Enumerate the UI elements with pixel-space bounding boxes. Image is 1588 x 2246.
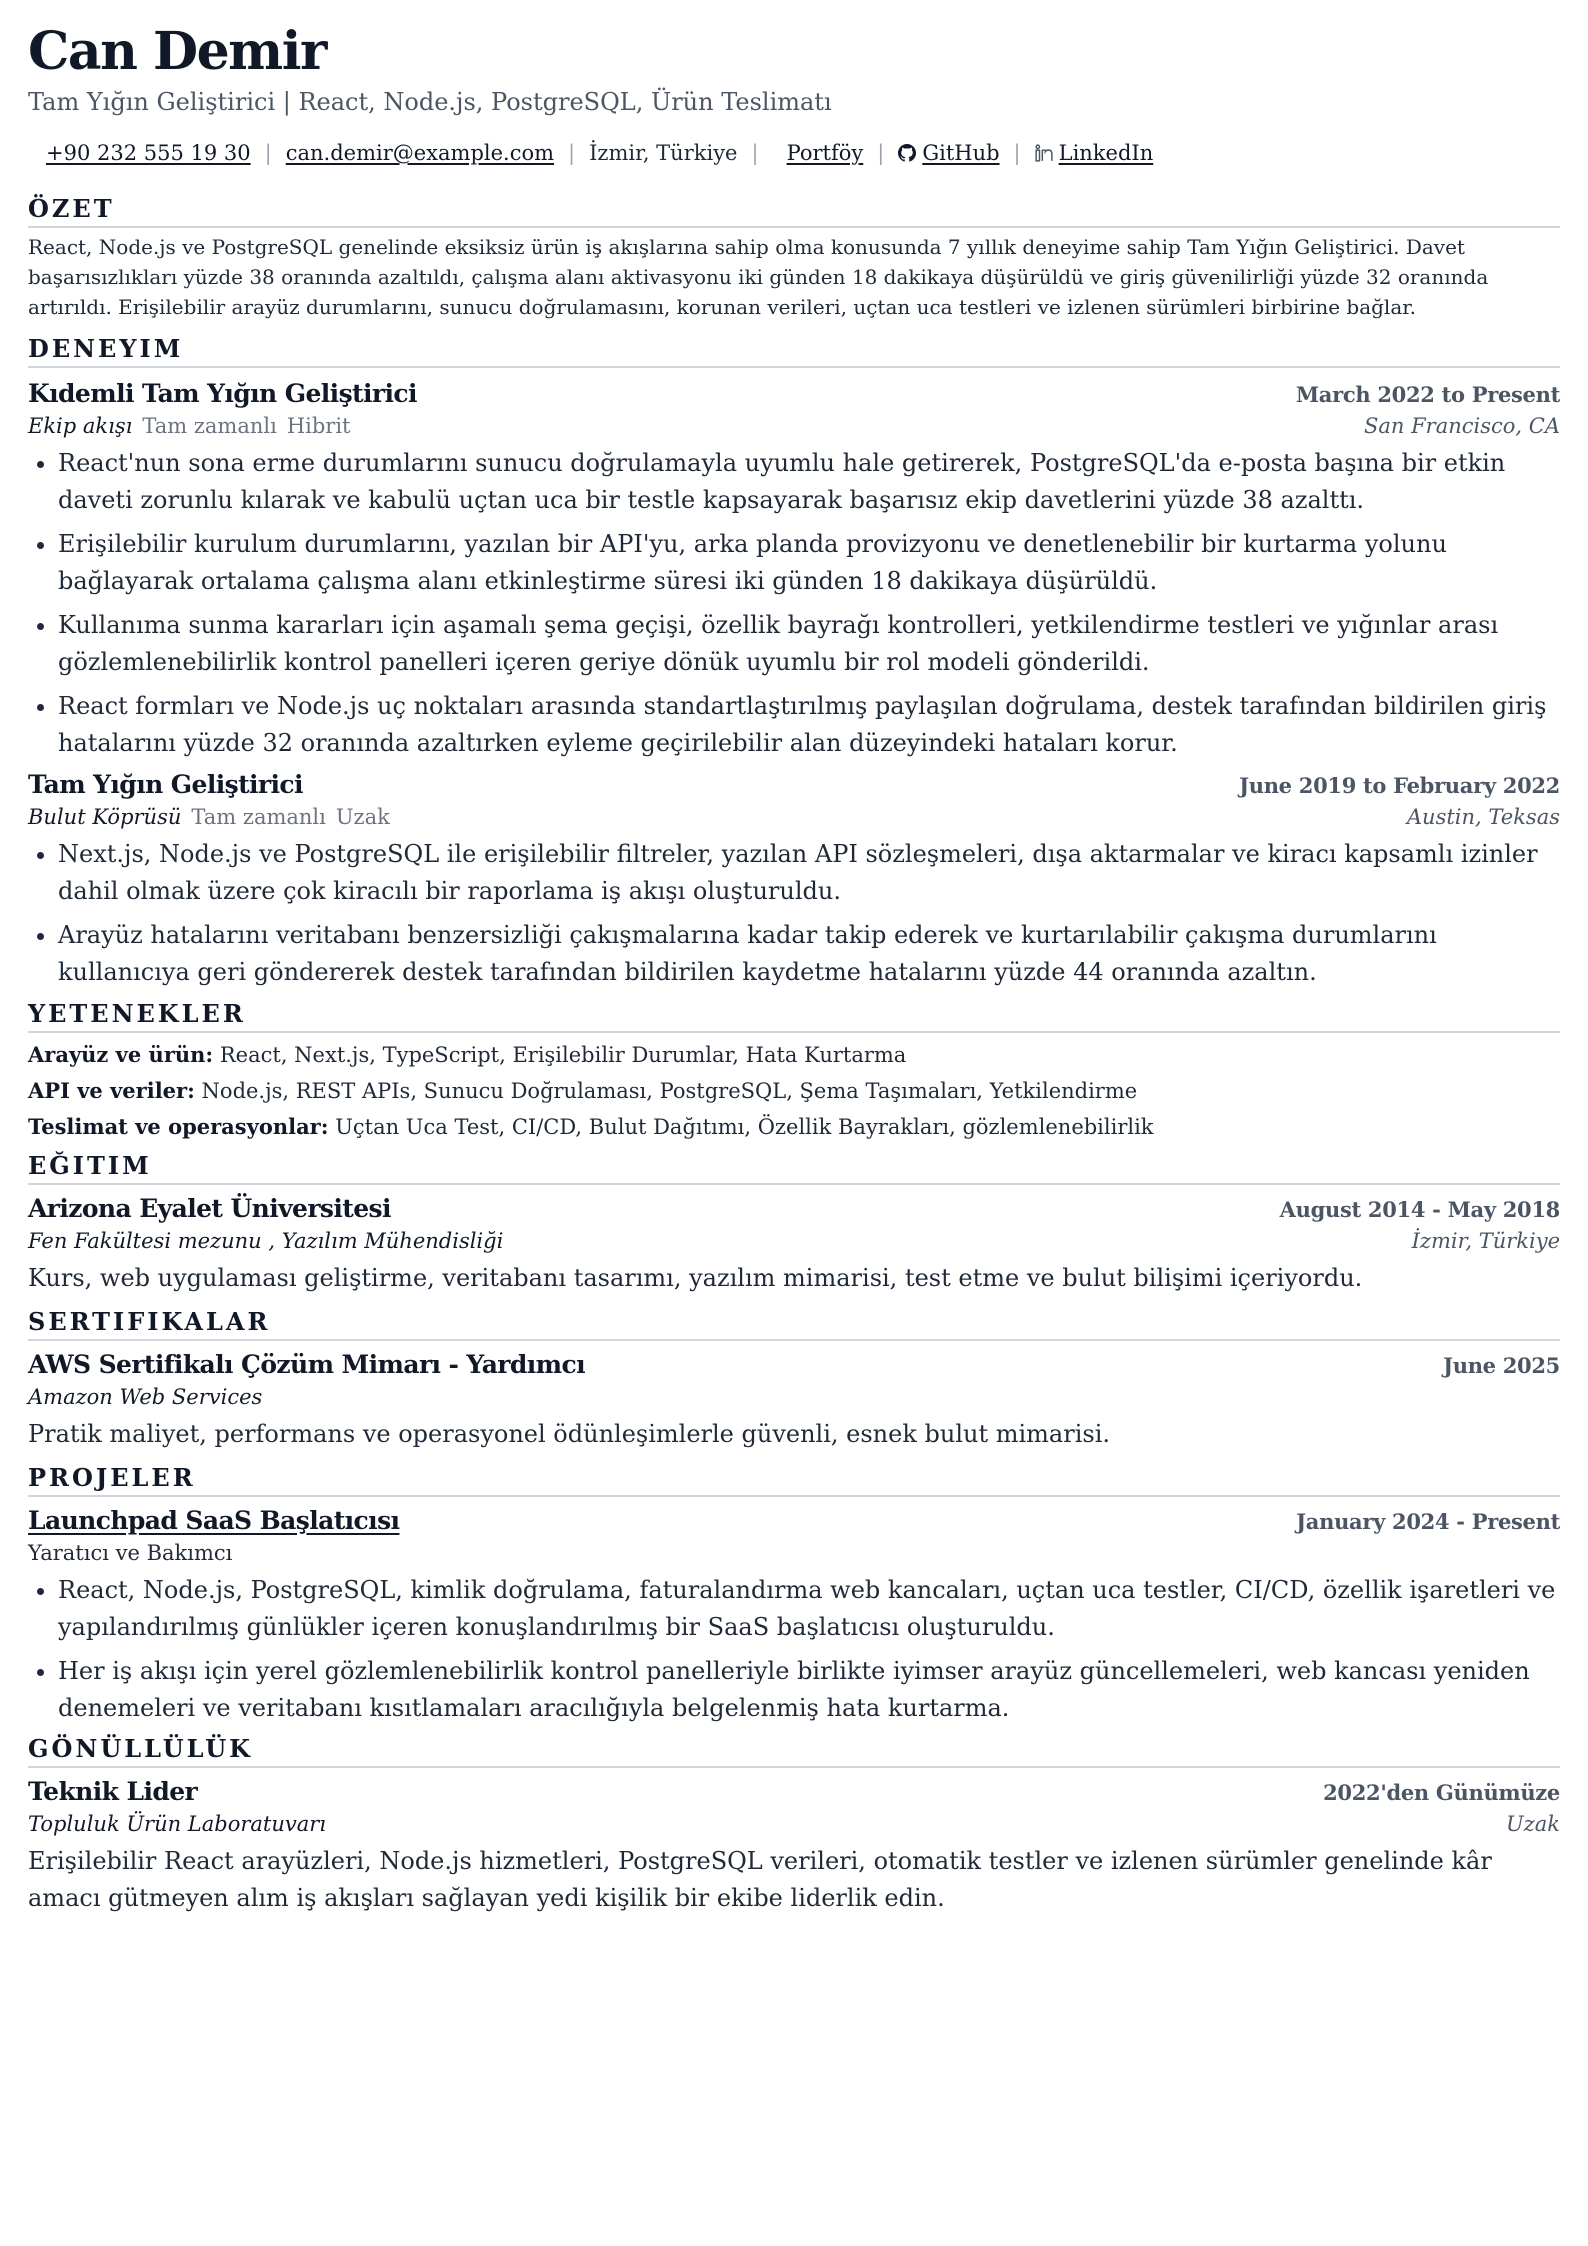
section-title-volunteer: GÖNÜLLÜLÜK — [28, 1734, 1560, 1768]
linkedin-icon — [1035, 144, 1053, 162]
work-mode: Hibrit — [286, 414, 351, 438]
job-dates: June 2019 to February 2022 — [1239, 773, 1560, 798]
skill-items: Uçtan Uca Test, CI/CD, Bulut Dağıtımı, Özellik Bayrakları, gözlemlenebilirlik — [335, 1115, 1154, 1139]
job-location: Austin, Teksas — [1406, 805, 1560, 829]
certification-entry — [28, 1349, 1560, 1453]
project-role: Yaratıcı ve Bakımcı — [28, 1541, 233, 1565]
skills-list — [28, 1037, 1560, 1145]
job-dates: March 2022 to Present — [1295, 382, 1560, 407]
job-location: San Francisco, CA — [1363, 414, 1560, 438]
certification-title: AWS Sertifikalı Çözüm Mimarı - Yardımcı — [28, 1350, 586, 1379]
candidate-name: Can Demir — [28, 21, 326, 82]
bullet-list — [28, 1572, 1560, 1727]
skill-row — [28, 1073, 1560, 1109]
bullet-item: • Arayüz hatalarını veritabanı benzersizliği çakışmalarına kadar takip ederek ve kurtarılabilir çakışma durumlarını kullanıcıya geri göndererek destek tarafından bildirilen kaydetme hatalarını yüzde 44 oranında azaltın. — [58, 917, 1560, 991]
degree-name: Fen Fakültesi mezunu , Yazılım Mühendisliği — [28, 1229, 504, 1253]
volunteer-location: Uzak — [1505, 1812, 1560, 1836]
project-dates: January 2024 - Present — [1296, 1509, 1560, 1534]
section-title-certifications: SERTIFIKALAR — [28, 1307, 1560, 1341]
github-icon — [898, 144, 916, 162]
bullet-item: • Her iş akışı için yerel gözlemlenebilirlik kontrol panelleriyle birlikte iyimser arayüz güncellemeleri, web kancası yeniden denemeleri ve veritabanı kısıtlamaları aracılığıyla belgelenmiş hata kurtarma. — [58, 1653, 1560, 1727]
separator: | — [751, 141, 759, 165]
bullet-item: • Next.js, Node.js ve PostgreSQL ile erişilebilir filtreler, yazılan API sözleşmeleri, dışa aktarmalar ve kiracı kapsamlı izinler dahil olmak üzere çok kiracılı bir raporlama iş akışı oluşturuldu. — [58, 836, 1560, 910]
bullet-item: • Kullanıma sunma kararları için aşamalı şema geçişi, özellik bayrağı kontrolleri, yetkilendirme testleri ve yığınlar arası gözlemlenebilirlik kontrol panelleri içeren geriye dönük uyumlu bir rol modeli gönderildi. — [58, 607, 1560, 681]
experience-entry — [28, 378, 1560, 762]
section-title-summary: ÖZET — [28, 194, 1560, 228]
bullet-item: • React formları ve Node.js uç noktaları arasında standartlaştırılmış paylaşılan doğrulama, destek tarafından bildirilen giriş hatalarını yüzde 32 oranında azaltırken eyleme geçirilebilir alan düzeyindeki hataları korur. — [58, 688, 1560, 762]
separator: | — [568, 141, 576, 165]
experience-entry — [28, 769, 1560, 991]
education-dates: August 2014 - May 2018 — [1279, 1197, 1560, 1222]
volunteer-dates: 2022'den Günümüze — [1323, 1780, 1560, 1805]
separator: | — [877, 141, 885, 165]
location-text: İzmir, Türkiye — [589, 141, 738, 165]
section-title-projects: PROJELER — [28, 1463, 1560, 1497]
project-link[interactable]: Launchpad SaaS Başlatıcısı — [28, 1506, 400, 1535]
headline: Tam Yığın Geliştirici | React, Node.js, PostgreSQL, Ürün Teslimatı — [28, 88, 832, 116]
skill-label: Arayüz ve ürün: — [28, 1042, 214, 1067]
bullet-item: • React'nun sona erme durumlarını sunucu doğrulamayla uyumlu hale getirerek, PostgreSQL'da e-posta başına bir etkin daveti zorunlu kılarak ve kabulü uçtan uca bir testle kapsayarak başarısız ekip davetlerini yüzde 38 azalttı. — [58, 445, 1560, 519]
section-title-experience: DENEYIM — [28, 334, 1560, 368]
volunteer-title: Teknik Lider — [28, 1777, 198, 1806]
school-name: Arizona Eyalet Üniversitesi — [28, 1194, 391, 1223]
volunteer-description: Erişilebilir React arayüzleri, Node.js hizmetleri, PostgreSQL verileri, otomatik testler ve izlenen sürümler genelinde kâr amacı gütmeyen alım iş akışları sağlayan yedi kişilik bir ekibe liderlik edin. — [28, 1847, 1492, 1912]
volunteer-org: Topluluk Ürün Laboratuvarı — [28, 1812, 327, 1836]
project-entry — [28, 1505, 1560, 1727]
certification-date: June 2025 — [1443, 1353, 1560, 1378]
skill-items: React, Next.js, TypeScript, Erişilebilir Durumlar, Hata Kurtarma — [219, 1043, 907, 1067]
company-name: Bulut Köprüsü — [28, 805, 182, 829]
certification-description: Pratik maliyet, performans ve operasyonel ödünleşimlerle güvenli, esnek bulut mimarisi. — [28, 1420, 1111, 1448]
email-link[interactable]: can.demir@example.com — [285, 141, 555, 165]
section-title-education: EĞITIM — [28, 1151, 1560, 1185]
separator: | — [1013, 141, 1021, 165]
employment-type: Tam zamanlı — [142, 414, 277, 438]
linkedin-link[interactable]: LinkedIn — [1058, 141, 1154, 165]
bullet-item: • Erişilebilir kurulum durumlarını, yazılan bir API'yu, arka planda provizyonu ve denetlenebilir bir kurtarma yolunu bağlayarak ortalama çalışma alanı etkinleştirme süresi iki günden 18 dakikaya düşürüldü. — [58, 526, 1560, 600]
work-mode: Uzak — [335, 805, 390, 829]
education-description: Kurs, web uygulaması geliştirme, veritabanı tasarımı, yazılım mimarisi, test etme ve bulut bilişimi içeriyordu. — [28, 1264, 1363, 1292]
portfolio-link[interactable]: Portföy — [786, 141, 864, 165]
summary-text: React, Node.js ve PostgreSQL genelinde eksiksiz ürün iş akışlarına sahip olma konusunda 7 yıllık deneyime sahip Tam Yığın Geliştirici. Davet başarısızlıkları yüzde 38 oranında azaltıldı, çalışma alanı aktivasyonu iki günden 18 dakikaya düşürüldü ve giriş güvenilirliği yüzde 32 oranında artırıldı. Erişilebilir arayüz durumlarını, sunucu doğrulamasını, korunan verileri, uçtan uca testleri ve izlenen sürümleri birbirine bağlar. — [28, 235, 1489, 319]
bullet-list — [28, 836, 1560, 991]
github-link[interactable]: GitHub — [922, 141, 1000, 165]
education-entry — [28, 1193, 1560, 1297]
certification-issuer: Amazon Web Services — [28, 1385, 263, 1409]
skill-row — [28, 1109, 1560, 1145]
skill-items: Node.js, REST APIs, Sunucu Doğrulaması, PostgreSQL, Şema Taşımaları, Yetkilendirme — [201, 1079, 1138, 1103]
company-name: Ekip akışı — [28, 414, 133, 438]
job-title: Kıdemli Tam Yığın Geliştirici — [28, 379, 417, 408]
skill-label: Teslimat ve operasyonlar: — [28, 1114, 329, 1139]
separator: | — [264, 141, 272, 165]
employment-type: Tam zamanlı — [191, 805, 326, 829]
bullet-item: • React, Node.js, PostgreSQL, kimlik doğrulama, faturalandırma web kancaları, uçtan uca testler, CI/CD, özellik işaretleri ve yapılandırılmış günlükler içeren konuşlandırılmış bir SaaS başlatıcısı oluşturuldu. — [58, 1572, 1560, 1646]
skill-label: API ve veriler: — [28, 1078, 195, 1103]
bullet-list — [28, 445, 1560, 762]
volunteer-entry — [28, 1776, 1560, 1917]
phone-link[interactable]: +90 232 555 19 30 — [46, 141, 251, 165]
education-location: İzmir, Türkiye — [1411, 1229, 1560, 1253]
job-title: Tam Yığın Geliştirici — [28, 770, 303, 799]
contact-bar — [28, 138, 1560, 168]
section-title-skills: YETENEKLER — [28, 999, 1560, 1033]
skill-row — [28, 1037, 1560, 1073]
